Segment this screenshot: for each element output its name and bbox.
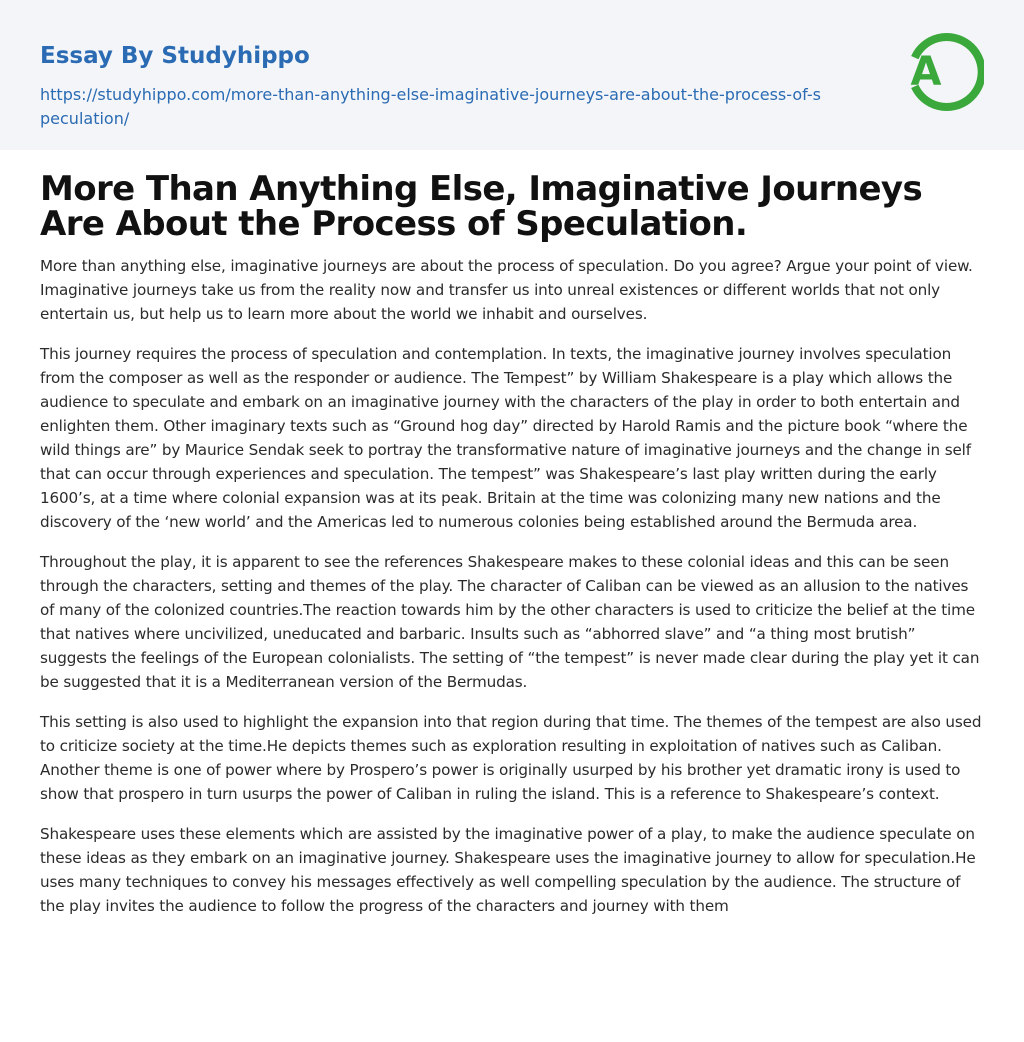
essay-paragraph: Shakespeare uses these elements which are assisted by the imaginative power of a play, to make the audience speculate on these ideas as they embark on an imaginative journey. Shakespeare uses the imaginative journey to allow for speculation.He uses many techniques to convey his messages effectively as well compelling speculation by the audience. The structure of the play invites the audience to follow the progress of the characters and journey with them [40,825,976,915]
essay-title: More Than Anything Else, Imaginative Journeys Are About the Process of Speculation. [40,169,923,244]
source-url-link[interactable]: https://studyhippo.com/more-than-anything-else-imaginative-journeys-are-about-the-process-of-speculation/ [40,85,821,128]
studyhippo-logo[interactable] [900,30,984,114]
essay-paragraph: This setting is also used to highlight the expansion into that region during that time. The themes of the tempest are also used to criticize society at the time.He depicts themes such as exploration resulting in exploitation of natives such as Caliban. Another theme is one of power where by Prospero’s power is originally usurped by his brother yet dramatic irony is used to show that prospero in turn usurps the power of Caliban in ruling the island. This is a reference to Shakespeare’s context. [40,713,982,803]
essay-paragraph: This journey requires the process of speculation and contemplation. In texts, the imaginative journey involves speculation from the composer as well as the responder or audience. The Tempest” by William Shakespeare is a play which allows the audience to speculate and embark on an imaginative journey with the characters of the play in order to both entertain and enlighten them. Other imaginary texts such as “Ground hog day” directed by Harold Ramis and the picture book “where the wild things are” by Maurice Sendak seek to portray the transformative nature of imaginative journeys and the change in self that can occur through experiences and speculation. The tempest” was Shakespeare’s last play written during the early 1600’s, at a time where colonial expansion was at its peak. Britain at the time was colonizing many new nations and the discovery of the ‘new world’ and the Americas led to numerous colonies being established around the Bermuda area. [40,345,971,531]
essay-paragraph: Throughout the play, it is apparent to see the references Shakespeare makes to these colonial ideas and this can be seen through the characters, setting and themes of the play. The character of Caliban can be viewed as an allusion to the natives of many of the colonized countries.The reaction towards him by the other characters is used to criticize the belief at the time that natives where uncivilized, uneducated and barbaric. Insults such as “abhorred slave” and “a thing most brutish” suggests the feelings of the European colonialists. The setting of “the tempest” is never made clear during the play yet it can be suggested that it is a Mediterranean version of the Bermudas. [40,553,980,691]
essay-paragraph: More than anything else, imaginative journeys are about the process of speculation. Do you agree? Argue your point of view. Imaginative journeys take us from the reality now and transfer us into unreal existences or different worlds that not only entertain us, but help us to learn more about the world we inhabit and ourselves. [40,257,973,323]
site-title[interactable]: Essay By Studyhippo [40,43,310,69]
site-header [0,0,1024,150]
essay-content [0,150,1024,918]
logo-letter: A [910,49,942,95]
